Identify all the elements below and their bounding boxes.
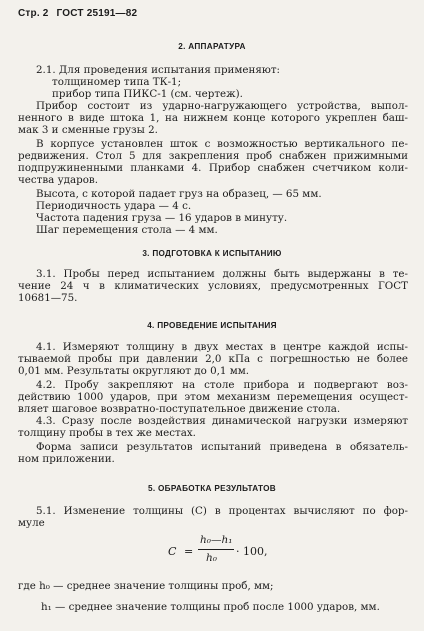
section-heading-4: 4. ПРОВЕДЕНИЕ ИСПЫТАНИЯ bbox=[147, 321, 277, 330]
text-line: вляет шаговое возвратно-поступательное движение стола. bbox=[18, 403, 341, 415]
para-5-1: 5.1. Изменение толщины (С) в процентах вычисляют по фор- bbox=[36, 505, 408, 517]
text-line: ном приложении. bbox=[18, 453, 115, 465]
standard-code: ГОСТ 25191—82 bbox=[56, 8, 138, 19]
formula-lhs: С bbox=[168, 545, 177, 558]
text-line: Периодичность удара — 4 с. bbox=[36, 200, 192, 212]
where-h1: h₁ — среднее значение толщины проб после 1000 ударов, мм. bbox=[41, 601, 380, 613]
text-line: мак 3 и сменные грузы 2. bbox=[18, 124, 158, 136]
list-item-device: прибор типа ПИКС-1 (см. чертеж). bbox=[52, 88, 243, 100]
text-line: В корпусе установлен шток с возможностью вертикального пе- bbox=[36, 138, 408, 150]
fraction-bar bbox=[198, 549, 234, 550]
para-4-3: 4.3. Сразу после воздействия динамической нагрузки измеряют bbox=[36, 415, 408, 427]
section-heading-3: 3. ПОДГОТОВКА К ИСПЫТАНИЮ bbox=[142, 249, 282, 258]
text-line: Шаг перемещения стола — 4 мм. bbox=[36, 224, 218, 236]
text-line: ненного в виде штока 1, на нижнем конце которого укреплен баш- bbox=[18, 112, 408, 124]
text-line: редвижения. Стол 5 для закрепления проб снабжен прижимными bbox=[18, 150, 408, 162]
formula-denominator: h₀ bbox=[206, 552, 217, 564]
text-line: Форма записи результатов испытаний приведена в обязатель- bbox=[36, 441, 408, 453]
para-2-1: 2.1. Для проведения испытания применяют: bbox=[36, 64, 281, 76]
text-line: 0,01 мм. Результаты округляют до 0,1 мм. bbox=[18, 365, 250, 377]
text-line: 10681—75. bbox=[18, 292, 78, 304]
text-line: Прибор состоит из ударно-нагружающего устройства, выпол- bbox=[36, 100, 408, 112]
para-4-2: 4.2. Пробу закрепляют на столе прибора и подвергают воз- bbox=[36, 379, 408, 391]
para-4-1: 4.1. Измеряют толщину в двух местах в центре каждой испы- bbox=[36, 341, 408, 353]
section-heading-5: 5. ОБРАБОТКА РЕЗУЛЬТАТОВ bbox=[147, 484, 277, 493]
text-line: действию 1000 ударов, при этом механизм перемещения осущест- bbox=[18, 391, 408, 403]
text-line: чества ударов. bbox=[18, 174, 98, 186]
text-line: Высота, с которой падает груз на образец, — 65 мм. bbox=[36, 188, 322, 200]
page-header bbox=[18, 8, 142, 19]
text-line: толщину пробы в тех же местах. bbox=[18, 427, 196, 439]
section-heading-2: 2. АППАРАТУРА bbox=[178, 42, 246, 51]
list-item-thickness-gauge: толщиномер типа ТК-1; bbox=[52, 76, 182, 88]
page-number: Стр. 2 bbox=[18, 8, 49, 19]
text-line: тываемой пробы при давлении 2,0 кПа с погрешностью не более bbox=[18, 353, 408, 365]
formula bbox=[168, 532, 288, 568]
formula-equals: = bbox=[184, 545, 194, 558]
text-line: подпружиненными планками 4. Прибор снабжен счетчиком коли- bbox=[18, 162, 408, 174]
text-line: чение 24 ч в климатических условиях, предусмотренных ГОСТ bbox=[18, 280, 408, 292]
text-line: Частота падения груза — 16 ударов в минуту. bbox=[36, 212, 288, 224]
where-h0: где h₀ — среднее значение толщины проб, мм; bbox=[18, 580, 274, 592]
text-line: муле bbox=[18, 517, 45, 529]
formula-numerator: h₀—h₁ bbox=[200, 534, 233, 546]
formula-multiplier: · 100, bbox=[236, 545, 268, 558]
para-3-1: 3.1. Пробы перед испытанием должны быть выдержаны в те- bbox=[36, 268, 408, 280]
